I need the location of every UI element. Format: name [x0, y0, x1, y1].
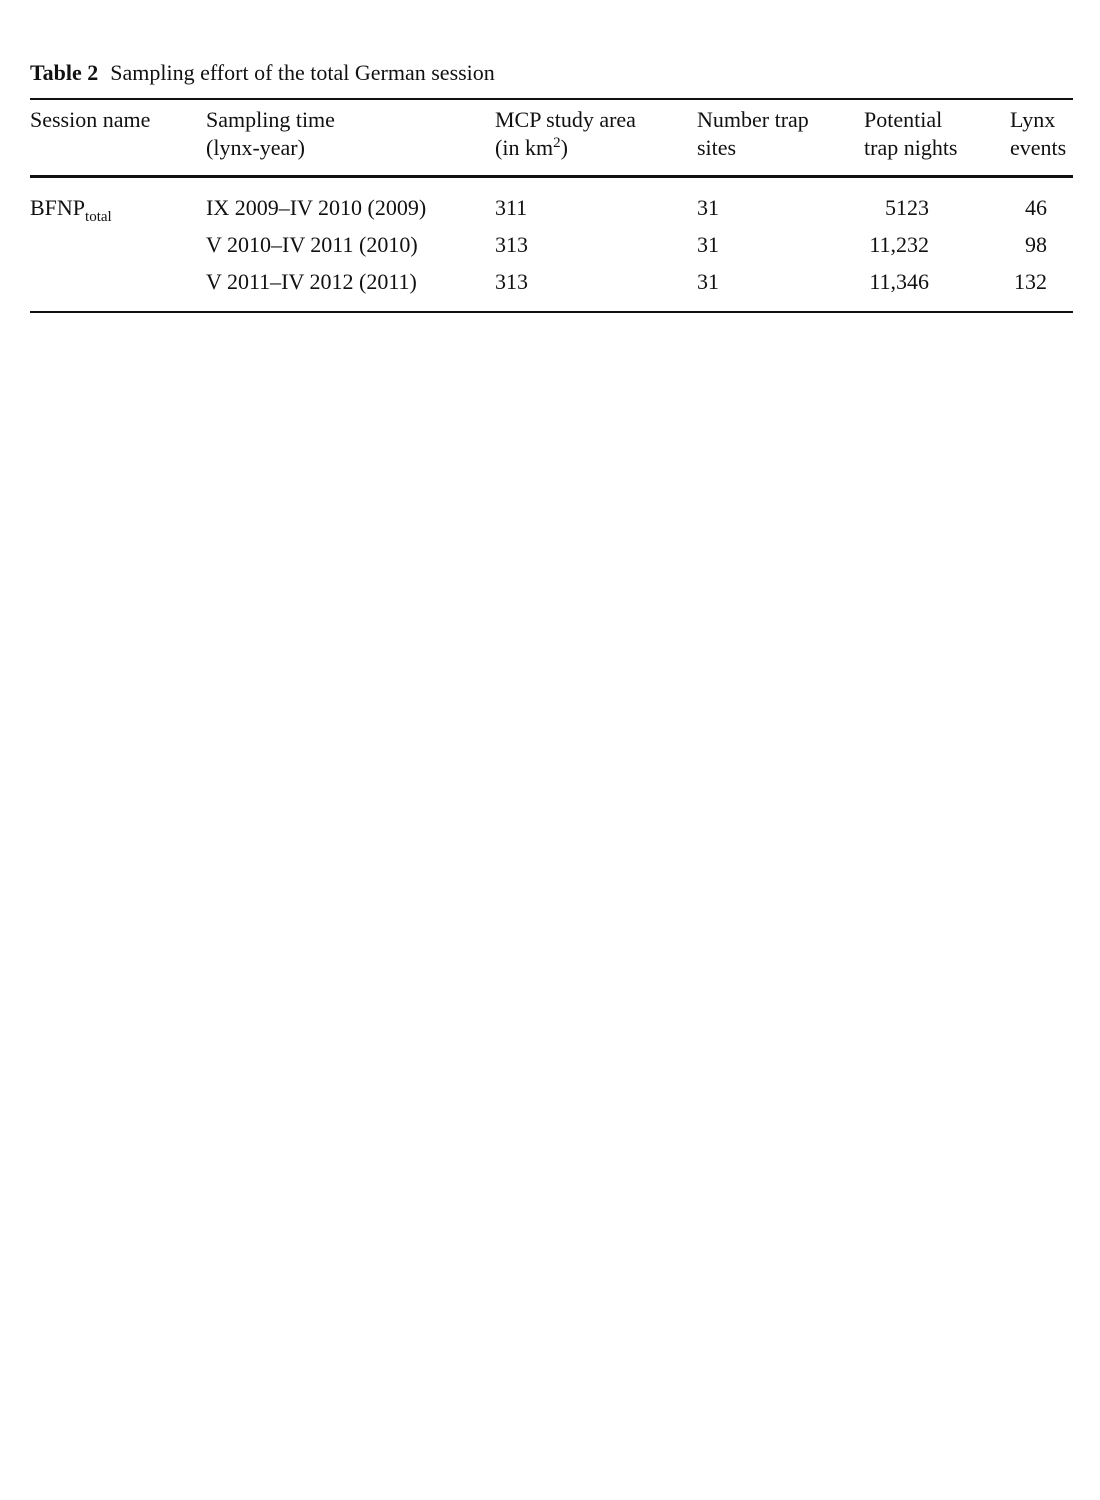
superscript-2: 2: [553, 135, 561, 151]
header-potential-trap-nights: Potential trap nights: [864, 107, 958, 160]
header-lynx-events: Lynx events: [1010, 107, 1067, 160]
table-caption-label: Table 2: [30, 60, 99, 85]
lynx-events-cell: 132: [1014, 269, 1047, 294]
sampling-time-cell: IX 2009–IV 2010 (2009): [206, 195, 427, 220]
bottom-rule: [30, 311, 1073, 313]
trap-sites-cell: 31: [697, 232, 719, 257]
table-row: [30, 229, 1073, 266]
header-number-trap-sites: Number trap sites: [697, 107, 809, 160]
mcp-area-cell: 313: [495, 269, 528, 294]
lynx-events-cell: 98: [1025, 232, 1047, 257]
session-name-cell: $BFNP_{total}$: [30, 195, 112, 225]
table-row: [30, 192, 1073, 229]
sampling-time-cell: V 2011–IV 2012 (2011): [206, 269, 417, 294]
trap-nights-cell: 11,346: [869, 269, 929, 294]
table-caption: [30, 58, 1073, 88]
header-session-name: Session name: [30, 107, 151, 132]
trap-nights-cell: 11,232: [869, 232, 929, 257]
table-header-row: [30, 100, 1073, 175]
table-caption-text: Sampling effort of the total German session: [110, 60, 495, 85]
header-rule: [30, 175, 1073, 178]
session-name-subscript: total: [85, 209, 112, 225]
table-2: [30, 58, 1073, 313]
trap-sites-cell: 31: [697, 195, 719, 220]
trap-sites-cell: 31: [697, 269, 719, 294]
header-mcp-study-area: MCP study area (in $km^2$): [495, 107, 636, 160]
header-sampling-time: Sampling time (lynx-year): [206, 107, 335, 160]
mcp-area-cell: 313: [495, 232, 528, 257]
table-row: [30, 266, 1073, 303]
sampling-time-cell: V 2010–IV 2011 (2010): [206, 232, 418, 257]
mcp-area-cell: 311: [495, 195, 528, 220]
trap-nights-cell: 5123: [885, 195, 929, 220]
lynx-events-cell: 46: [1025, 195, 1047, 220]
